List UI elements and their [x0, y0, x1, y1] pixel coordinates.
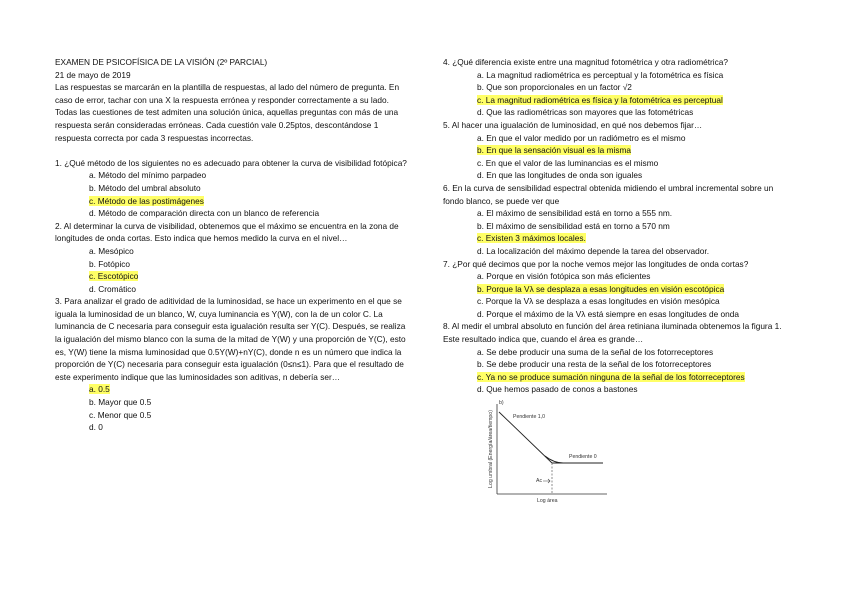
question-text: 2. Al determinar la curva de visibilidad, obtenemos que el máximo se encuentra en la zona de longitudes de onda cortas. Esto indica que hemos medido la curva en el nivel…: [55, 220, 399, 244]
option-4b: b. Que son proporcionales en un factor √2: [477, 82, 632, 93]
option-7b-highlighted: b. Porque la Vλ se desplaza a esas longitudes en visión escotópica: [477, 283, 725, 294]
option-4c-highlighted: c. La magnitud radiométrica es física y la fotométrica es perceptual: [477, 94, 723, 105]
x-axis-label: Log área: [537, 498, 558, 505]
option-6b: b. El máximo de sensibilidad está en torno a 570 nm: [477, 220, 670, 231]
option-7d: d. Porque el máximo de la Vλ está siempre en esas longitudes de onda: [477, 308, 739, 319]
question-3: [55, 295, 410, 434]
option-4d: d. Que las radiométricas son mayores que las fotométricas: [477, 107, 694, 118]
exam-title: EXAMEN DE PSICOFÍSICA DE LA VISIÓN (2º PARCIAL): [55, 57, 268, 67]
option-2b: b. Fotópico: [89, 258, 131, 269]
question-1: [55, 157, 410, 220]
exam-date: 21 de mayo de 2019: [55, 69, 131, 80]
figure-panel-label: b): [499, 400, 504, 407]
right-column: [443, 56, 788, 508]
option-2c-highlighted: c. Escotópico: [89, 271, 139, 282]
option-8a: a. Se debe producir una suma de la señal de los fotorreceptores: [477, 346, 714, 357]
option-5b-highlighted: b. En que la sensación visual es la misma: [477, 145, 632, 156]
option-2d: d. Cromático: [89, 283, 137, 294]
option-5a: a. En que el valor medido por un radiómetro es el mismo: [477, 132, 686, 143]
option-4a: a. La magnitud radiométrica es perceptual y la fotométrica es física: [477, 69, 724, 80]
y-axis-label: Log umbral (Energía/área/tiempo): [488, 410, 494, 488]
option-1b: b. Método del umbral absoluto: [89, 182, 201, 193]
option-3a-highlighted: a. 0.5: [89, 384, 110, 395]
option-8b: b. Se debe producir una resta de la señal de los fotorreceptores: [477, 359, 712, 370]
exam-instructions: Las respuestas se marcarán en la plantilla de respuestas, al lado del número de pregunta. En caso de error, tachar con una X la respuesta errónea y responder correctamente a su lado. Todas las cuestiones de test admiten una solución única, aquellas preguntas con más de una respuesta serán consideradas erróneas. Cada cuestión vale 0.25ptos, descontándose 1 respuesta correcta por cada 3 respuestas incorrectas.: [55, 82, 400, 143]
question-text: 1. ¿Qué método de los siguientes no es adecuado para obtener la curva de visibilidad fotópica?: [55, 157, 407, 168]
slope-1-label: Pendiente 1,0: [513, 414, 546, 421]
option-6a: a. El máximo de sensibilidad está en torno a 555 nm.: [477, 208, 673, 219]
question-text: 7. ¿Por qué decimos que por la noche vemos mejor las longitudes de onda cortas?: [443, 258, 749, 269]
left-column: [55, 56, 410, 434]
option-3d: d. 0: [89, 422, 103, 433]
question-7: [443, 258, 788, 321]
question-4: [443, 56, 788, 119]
option-3b: b. Mayor que 0.5: [89, 397, 152, 408]
option-3c: c. Menor que 0.5: [89, 409, 152, 420]
option-7c: c. Porque la Vλ se desplaza a esas longitudes en visión mesópica: [477, 296, 720, 307]
question-6: [443, 182, 788, 258]
option-1a: a. Método del mínimo parpadeo: [89, 170, 207, 181]
option-1d: d. Método de comparación directa con un blanco de referencia: [89, 208, 320, 219]
figure-1: [473, 398, 613, 508]
question-8: [443, 320, 788, 396]
question-text: 8. Al medir el umbral absoluto en función del área retiniana iluminada obtenemos la figura 1. Este resultado indica que, cuando el área es grande…: [443, 321, 782, 345]
option-5d: d. En que las longitudes de onda son iguales: [477, 170, 643, 181]
question-text: 3. Para analizar el grado de aditividad de la luminosidad, se hace un experimento en el que se iguala la luminosidad de un blanco, W, cuya luminancia es Y(W), con la de un color C. La luminancia de C necesaria para conseguir esta igualación resulta ser Y(C). Después, se realiza la igualación del mismo blanco con la suma de la mitad de Y(W) y una proporción de Y(C), esto es, Y(W) tiene la misma luminosidad que 0.5Y(W)+nY(C), donde n es un número que indica la proporción de Y(C) necesaria para conseguir esta igualación (0≤n≤1). Para que el resultado de este experimento indique que las luminosidades son aditivas, n debería ser…: [55, 296, 406, 382]
slope-0-label: Pendiente 0: [569, 454, 597, 461]
option-6d: d. La localización del máximo depende la tarea del observador.: [477, 245, 709, 256]
option-8c-highlighted: c. Ya no se produce sumación ninguna de la señal de los fotorreceptores: [477, 371, 745, 382]
option-8d: d. Que hemos pasado de conos a bastones: [477, 384, 638, 395]
question-2: [55, 220, 410, 296]
option-6c-highlighted: c. Existen 3 máximos locales.: [477, 233, 586, 244]
option-7a: a. Porque en visión fotópica son más eficientes: [477, 271, 651, 282]
question-text: 6. En la curva de sensibilidad espectral obtenida midiendo el umbral incremental sobre un fondo blanco, se puede ver que: [443, 182, 774, 206]
question-5: [443, 119, 788, 182]
question-text: 4. ¿Qué diferencia existe entre una magnitud fotométrica y otra radiométrica?: [443, 57, 729, 67]
question-text: 5. Al hacer una igualación de luminosidad, en qué nos debemos fijar…: [443, 119, 703, 130]
option-1c-highlighted: c. Método de las postimágenes: [89, 195, 204, 206]
option-2a: a. Mesópico: [89, 245, 134, 256]
option-5c: c. En que el valor de las luminancias es el mismo: [477, 157, 659, 168]
critical-area-label: Ac: [536, 478, 543, 485]
